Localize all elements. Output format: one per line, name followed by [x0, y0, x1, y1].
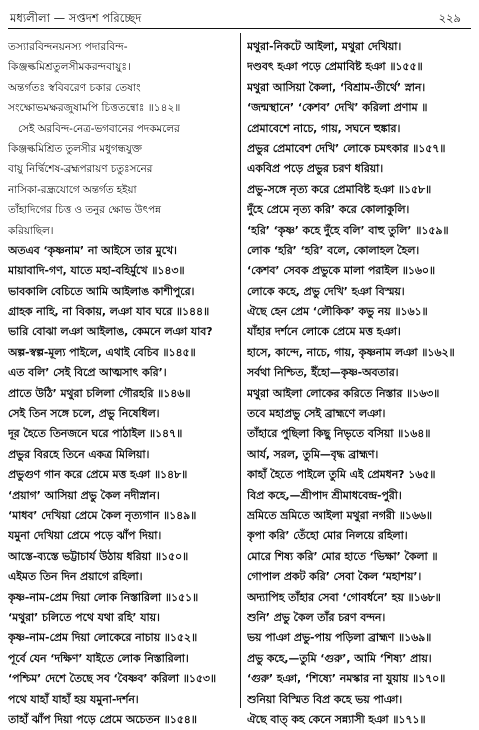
verse-line: ‘মথুরা’ চলিতে পথে যথা রহি’ যায়।: [8, 610, 160, 624]
verse-line: দূর হৈতে তিনজনে ঘরে পাঠাইল ॥১৪৭॥: [8, 427, 183, 441]
verse-line: দুঁহে প্রেমে নৃত্য করি’ করে কোলাকুলি।: [247, 203, 410, 217]
verse-line: ‘পশ্চিম’ দেশে তৈছে সব ‘বৈষ্ণব’ করিলা ॥১৫৩॥: [8, 672, 216, 686]
verse-line: লোক ‘হরি’ ‘হরি’ বলে, কোলাহল হৈল।: [247, 243, 420, 257]
verse-line: মথুরা আইলা লোকের করিতে নিস্তার ॥১৬৩॥: [247, 386, 440, 400]
sanskrit-verse-block: [8, 37, 236, 119]
verse-line: ভ্রমিতে ভ্রমিতে আইলা মথুরা নগরী ॥১৬৬॥: [247, 508, 432, 522]
verse-line: প্রাতে উঠি’ মথুরা চলিলা গৌরহরি ॥১৪৬॥: [8, 386, 191, 400]
verse-line: মথুরা-নিকটে আইলা, মথুরা দেখিয়া।: [247, 40, 402, 53]
verse-line: একবিপ্র পড়ে প্রভুর চরণ ধরিয়া।: [247, 162, 384, 176]
verse-line: ‘গুরু’ হঞা, ‘শিষ্যে’ নমস্কার না যুয়ায় ॥১৭০॥: [247, 672, 446, 686]
verse-line: মায়াবাদি-গণ, যাতে মহা-বহির্মুখে ॥১৪৩॥: [8, 264, 185, 278]
verse-line: এইমত তিন দিন প্রয়াগে রহিলা।: [8, 570, 143, 584]
verse-line: যাঁহার দর্শনে লোকে প্রেমে মত্ত হঞা।: [247, 325, 401, 339]
verse-line: লোকে কহে, প্রভু দেখি’ হঞা বিস্ময়।: [247, 284, 405, 298]
translation-line: নাসিকা-রন্ধ্রযোগে অন্তর্গত হইয়া: [8, 183, 137, 196]
verse-line: এত বলি’ সেই বিপ্রে আত্মসাৎ করি’।: [8, 366, 167, 380]
verse-line: ‘হরি’ ‘কৃষ্ণ’ কহে দুঁহে বলি’ বাহু তুলি’ ॥১৫৯॥: [247, 223, 449, 237]
sanskrit-line: কিঞ্জল্কমিশ্রতুলসীমকরন্দবায়ুঃ।: [8, 61, 131, 74]
verse-line: কৃষ্ণ-নাম-প্রেম দিয়া লোক নিস্তারিলা ॥১৫১॥: [8, 590, 199, 604]
verse-line: আর্য, সরল, তুমি—বৃদ্ধ ব্রাহ্মণ।: [247, 447, 379, 461]
verse-line: কৃপা করি’ তেঁহো মোর নিলয়ে রহিলা।: [247, 529, 408, 543]
left-column: [8, 37, 236, 730]
translation-line: সেই অরবিন্দ-নেত্র-ভগবানের পদকমলের: [18, 122, 180, 135]
verse-line: ঐছে হেন প্রেম ‘লৌকিক’ কভু নয় ॥১৬১॥: [247, 305, 428, 319]
verse-line: মোরে শিষ্য করি’ মোর হাতে ‘ভিক্ষা’ কৈলা ॥: [247, 549, 438, 563]
verse-line: প্রেমাবেশে নাচে, গায়, সঘনে হুঙ্কার।: [247, 121, 401, 135]
sanskrit-line: অন্তর্গতঃ স্ববিবরেণ চকার তেষাং: [8, 81, 141, 94]
verse-line: শুনিয়া বিস্মিত বিপ্র কহে ভয় পাঞা।: [247, 692, 403, 706]
verse-line: বিপ্র কহে,—শ্রীপাদ শ্রীমাধবেন্দ্র-পুরী।: [247, 488, 402, 502]
verse-line: ‘জন্মস্থানে’ ‘কেশব’ দেখি’ করিলা প্রণাম ॥: [247, 101, 428, 115]
translation-line: বায়ু নির্দ্বিশেষ-ব্রহ্মপরায়ণ চতুঃসনের: [8, 163, 153, 176]
page-header: [8, 8, 471, 28]
column-divider: [240, 33, 241, 708]
verse-line: কৃষ্ণ-নাম-প্রেম দিয়া লোকেরে নাচায় ॥১৫২॥: [8, 631, 198, 645]
verse-line: তবে মহাপ্রভু সেই ব্রাহ্মণে লঞা।: [247, 407, 386, 421]
verse-line: অল্প-স্বল্প-মূল্য পাইলে, এথাই বেচিব ॥১৪৫॥: [8, 345, 196, 359]
verse-line: আস্তে-ব্যস্তে ভট্টাচার্য উঠায় ধরিয়া ॥১৫০॥: [8, 549, 189, 563]
page-number: ২২৯: [438, 11, 461, 25]
verse-line: ভয় পাঞা প্রভু-পায় পড়িলা ব্রাহ্মণ ॥১৬৯॥: [247, 631, 432, 645]
verse-line: অদ্যাপিহ তাঁহার সেবা ‘গোবর্ধনে’ হয় ॥১৬৮॥: [247, 590, 441, 604]
verse-line: মথুরা আসিয়া কৈলা, ‘বিশ্রাম-তীর্থে’ স্নান।: [247, 80, 426, 94]
verse-line: ভারি বোঝা লঞা আইলাঙ, কেমনে লঞা যাব?: [8, 325, 213, 339]
verse-line: ঐছে বাত্ কহ কেনে সন্ন্যাসী হঞা ॥১৭১॥: [247, 712, 426, 726]
verse-line: গোপাল প্রকট করি’ সেবা কৈল ‘মহাশয়’।: [247, 570, 422, 584]
translation-line: করিয়াছিল।: [8, 224, 54, 237]
translation-line: কিঞ্জল্কমিশ্রিত তুলসীর মধুগন্ধযুক্ত: [8, 142, 142, 155]
verse-line: তাঁহারে পুছিলা কিছু নিভৃতে বসিয়া ॥১৬৪॥: [247, 427, 431, 441]
verse-line: সর্বথা নিশ্চিত, ইঁহো—কৃষ্ণ-অবতার।: [247, 366, 399, 380]
verse-line: প্রভুগুণ গান করে প্রেমে মত্ত হঞা ॥১৪৮॥: [8, 468, 188, 482]
verse-line: যমুনা দেখিয়া প্রেমে পড়ে ঝাঁপ দিয়া।: [8, 529, 162, 543]
verse-line: প্রভু কহে,—তুমি ‘গুরু’, আমি ‘শিষ্য’ প্রায়।: [247, 651, 432, 665]
translation-block: [8, 119, 236, 241]
verse-line: কাহাঁ হৈতে পাইলে তুমি এই প্রেমধন? ১৬৫॥: [247, 468, 436, 482]
verse-line: পথে যাহাঁ যাহাঁ হয় যমুনা-দর্শন।: [8, 692, 139, 706]
verse-line: প্রভুর বিরহে তিনে একত্র মিলিয়া।: [8, 447, 150, 461]
verse-line: পূর্বে যেন ‘দক্ষিণ’ যাইতে লোক নিস্তারিলা।: [8, 651, 189, 665]
verse-line: দণ্ডবৎ হঞা পড়ে প্রেমাবিষ্ট হঞা ॥১৫৫॥: [247, 60, 423, 74]
sanskrit-line: তস্যারবিন্দনয়নস্য পদারবিন্দ-: [8, 41, 128, 53]
verse-line: ‘মাধব’ দেখিয়া প্রেমে কৈল নৃত্যগান ॥১৪৯॥: [8, 508, 197, 522]
verse-line: শুনি’ প্রভু কৈল তাঁর চরণ বন্দন।: [247, 610, 386, 624]
verse-line: গ্রাহক নাহি, না বিকায়, লঞা যাব ঘরে ॥১৪৪॥: [8, 305, 210, 319]
verse-line: অতএব ‘কৃষ্ণনাম’ না আইসে তার মুখে।: [8, 243, 177, 257]
verse-line: প্রভু-সঙ্গে নৃত্য করে প্রেমাবিষ্ট হঞা ॥১৫৮॥: [247, 182, 432, 196]
chapter-title: মধ্যলীলা — সপ্তদশ পরিচ্ছেদ: [10, 11, 142, 25]
verse-line: প্রভুর প্রেমাবেশ দেখি’ লোকে চমৎকার ॥১৫৭॥: [247, 141, 446, 155]
right-column: [247, 37, 475, 730]
verse-line: ‘কেশব’ সেবক প্রভুকে মালা পরাইল ॥১৬০॥: [247, 264, 436, 278]
verse-line: সেই তিন সঙ্গে চলে, প্রভু নিষেধিল।: [8, 407, 160, 421]
bengali-verse-block: [8, 241, 236, 730]
translation-line: তাঁহাদিগের চিত্ত ও তনুর ক্ষোভ উৎপন্ন: [8, 204, 161, 217]
verse-line: ভাবকালি বেচিতে আমি আইলাঙ কাশীপুরে।: [8, 284, 195, 298]
header-rule: [8, 28, 471, 29]
verse-line: হাসে, কান্দে, নাচে, গায়, কৃষ্ণনাম লঞা ॥১৬২॥: [247, 345, 455, 359]
verse-line: তাহাঁ ঝাঁপ দিয়া পড়ে প্রেমে অচেতন ॥১৫৪॥: [8, 712, 197, 726]
sanskrit-line: সংক্ষোভমক্ষরজুষামপি চিত্ততন্বোঃ ॥১৪২॥: [8, 102, 181, 115]
verse-line: ‘প্রয়াগ’ আসিয়া প্রভু কৈল নদীস্নান।: [8, 488, 160, 502]
